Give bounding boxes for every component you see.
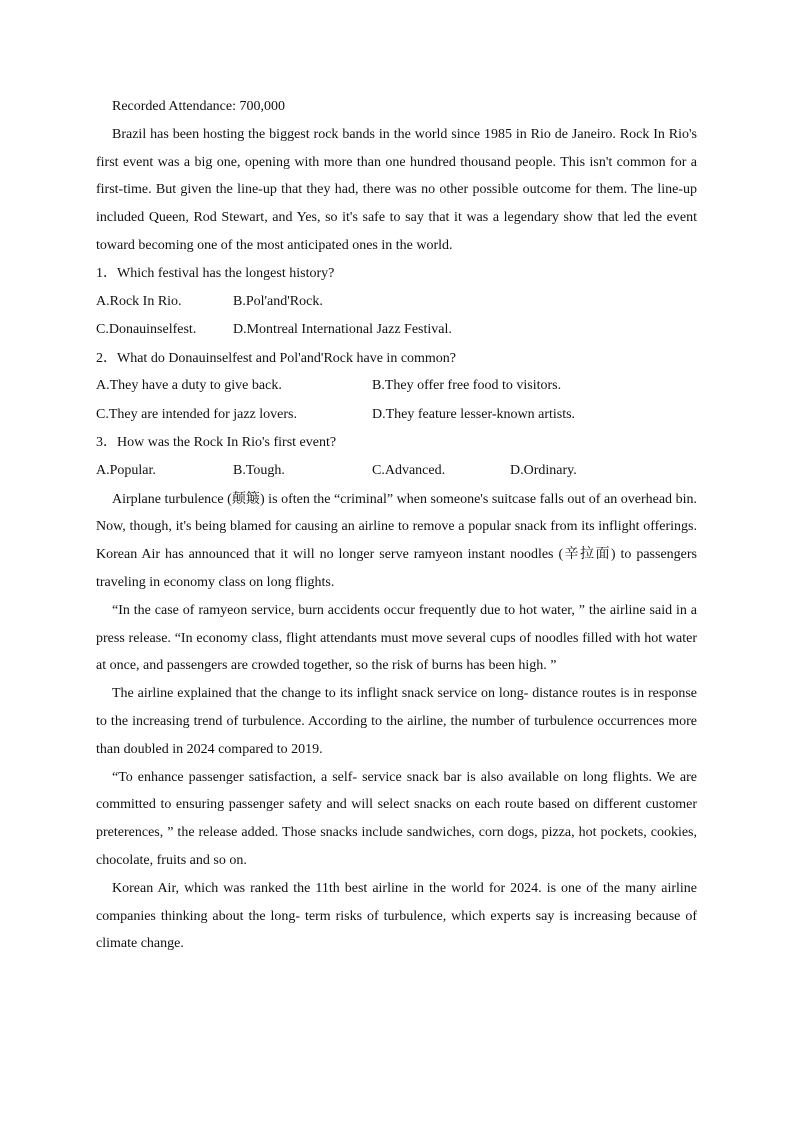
turbulence-paragraph-4: “To enhance passenger satisfaction, a self- service snack bar is also available on long flights. We are committed to ensuring passenger safety and will select snacks on each route based on different customer preterences, ” the release added. Those snacks include sandwiches, corn dogs, pizza, hot pockets, cookies, chocolate, fruits and so on. bbox=[96, 769, 697, 869]
turbulence-paragraph-5: Korean Air, which was ranked the 11th best airline in the world for 2024. is one of the many airline companies thinking about the long- term risks of turbulence, which experts say is increasing because of climate change. bbox=[96, 880, 697, 952]
options-row bbox=[96, 288, 697, 317]
option-a: A.Popular. bbox=[96, 463, 156, 479]
turbulence-paragraph-3: The airline explained that the change to its inflight snack service on long- distance routes is in response to the increasing trend of turbulence. According to the airline, the number of turbulence occurrences more than doubled in 2024 compared to 2019. bbox=[96, 686, 697, 757]
option-a: A.They have a duty to give back. bbox=[96, 378, 282, 394]
question-stem: 1．Which festival has the longest history? bbox=[96, 265, 335, 281]
option-d: D.Ordinary. bbox=[510, 463, 577, 479]
option-b: B.Tough. bbox=[233, 463, 285, 479]
option-a: A.Rock In Rio. bbox=[96, 293, 182, 309]
option-c: C.They are intended for jazz lovers. bbox=[96, 406, 297, 422]
option-d: D.They feature lesser-known artists. bbox=[372, 406, 576, 422]
document-content bbox=[96, 93, 697, 958]
options-row bbox=[96, 316, 697, 345]
question-3 bbox=[96, 429, 697, 485]
option-b: B.They offer free food to visitors. bbox=[372, 378, 562, 394]
options-row bbox=[96, 372, 697, 401]
option-d: D.Montreal International Jazz Festival. bbox=[233, 322, 452, 338]
question-1 bbox=[96, 260, 697, 345]
question-2 bbox=[96, 345, 697, 430]
rock-in-rio-paragraph: Brazil has been hosting the biggest rock bands in the world since 1985 in Rio de Janeiro. Rock In Rio's first event was a big one, opening with more than one hundred thousand people. This isn't common for a first-time. But given the line-up that they had, there was no other possible outcome for them. The line-up included Queen, Rod Stewart, and Yes, so it's safe to say that it was a legendary show that led the event toward becoming one of the most anticipated ones in the world. bbox=[96, 126, 697, 253]
question-stem: 2．What do Donauinselfest and Pol'and'Rock have in common? bbox=[96, 350, 457, 366]
turbulence-paragraph-2: “In the case of ramyeon service, burn accidents occur frequently due to hot water, ” the airline said in a press release. “In economy class, flight attendants must move several cups of noodles filled with hot water at once, and passengers are crowded together, so the risk of burns has been high. ” bbox=[96, 602, 697, 674]
option-b: B.Pol'and'Rock. bbox=[233, 293, 323, 309]
option-c: C.Advanced. bbox=[372, 463, 446, 479]
turbulence-paragraph-1: Airplane turbulence (颠簸) is often the “criminal” when someone's suitcase falls out of an overhead bin. Now, though, it's being blamed for causing an airline to remove a popular snack from its inflight offerings. Korean Air has announced that it will no longer serve ramyeon instant noodles (辛拉面) to passengers traveling in economy class on long flights. bbox=[96, 491, 697, 591]
options-row bbox=[96, 401, 697, 430]
options-row bbox=[96, 457, 697, 486]
option-c: C.Donauinselfest. bbox=[96, 322, 197, 338]
recorded-attendance: Recorded Attendance: 700,000 bbox=[112, 99, 286, 114]
question-stem: 3．How was the Rock In Rio's first event? bbox=[96, 435, 337, 451]
